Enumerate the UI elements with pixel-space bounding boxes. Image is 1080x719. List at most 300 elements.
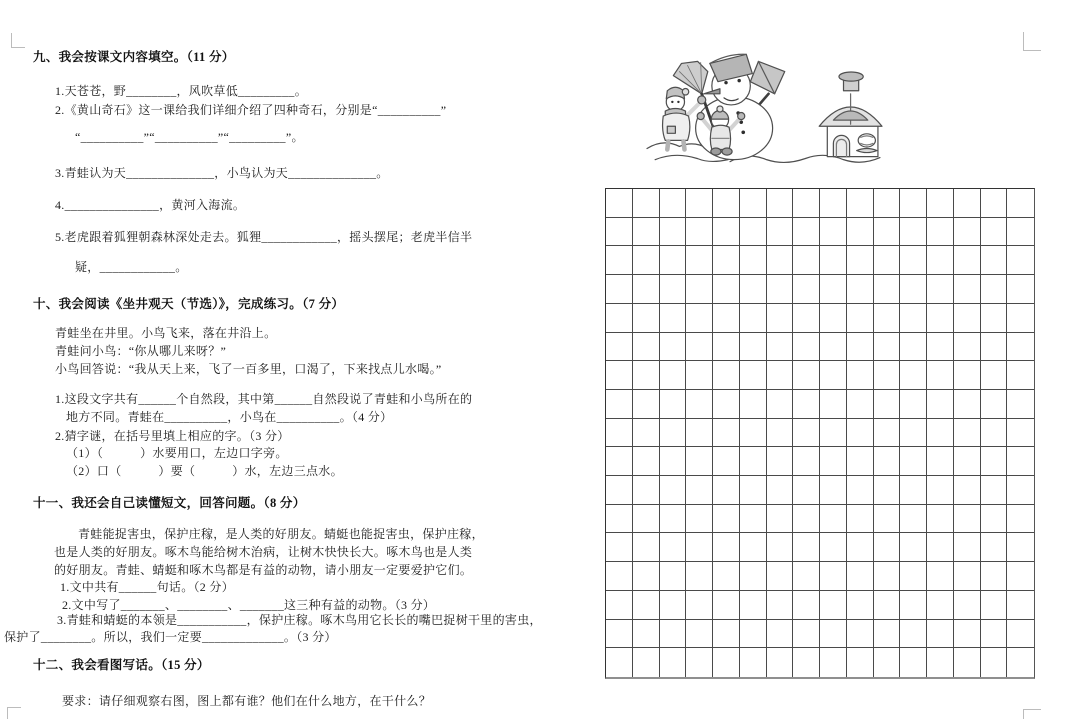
grid-cell — [874, 189, 901, 218]
grid-cell — [874, 591, 901, 620]
grid-cell — [1007, 246, 1034, 275]
text-line: 要求：请仔细观察右图，图上都有谁？他们在什么地方，在干什么？ — [62, 694, 432, 708]
grid-cell — [606, 333, 633, 362]
heading-section-10: 十、我会阅读《坐井观天（节选）》，完成练习。（7 分） — [33, 297, 345, 311]
grid-cell — [633, 476, 660, 505]
grid-cell — [793, 505, 820, 534]
grid-cell — [874, 476, 901, 505]
grid-cell — [606, 620, 633, 649]
grid-cell — [767, 533, 794, 562]
grid-cell — [713, 620, 740, 649]
grid-cell — [793, 275, 820, 304]
grid-cell — [847, 648, 874, 677]
grid-cell — [660, 447, 687, 476]
grid-cell — [874, 505, 901, 534]
grid-cell — [686, 419, 713, 448]
grid-cell — [981, 218, 1008, 247]
grid-cell — [820, 591, 847, 620]
grid-cell — [847, 505, 874, 534]
grid-cell — [686, 591, 713, 620]
grid-cell — [606, 361, 633, 390]
grid-cell — [713, 591, 740, 620]
grid-cell — [713, 218, 740, 247]
grid-cell — [820, 533, 847, 562]
grid-cell — [847, 591, 874, 620]
grid-cell — [660, 562, 687, 591]
grid-cell — [874, 447, 901, 476]
grid-cell — [954, 218, 981, 247]
grid-cell — [900, 275, 927, 304]
grid-cell — [606, 390, 633, 419]
grid-cell — [981, 648, 1008, 677]
grid-cell — [874, 361, 901, 390]
grid-cell — [820, 390, 847, 419]
grid-cell — [793, 562, 820, 591]
grid-cell — [660, 505, 687, 534]
grid-cell — [927, 218, 954, 247]
grid-cell — [660, 275, 687, 304]
grid-cell — [847, 246, 874, 275]
grid-cell — [1007, 447, 1034, 476]
grid-cell — [767, 275, 794, 304]
grid-cell — [713, 333, 740, 362]
text-line: 3.青蛙认为天______________，小鸟认为天______________。 — [55, 166, 389, 180]
grid-cell — [954, 648, 981, 677]
grid-cell — [900, 218, 927, 247]
grid-cell — [606, 648, 633, 677]
grid-cell — [954, 447, 981, 476]
grid-cell — [713, 246, 740, 275]
grid-cell — [1007, 189, 1034, 218]
grid-cell — [820, 562, 847, 591]
grid-cell — [820, 246, 847, 275]
grid-cell — [1007, 505, 1034, 534]
grid-cell — [820, 189, 847, 218]
grid-cell — [847, 447, 874, 476]
grid-cell — [1007, 620, 1034, 649]
grid-cell — [606, 447, 633, 476]
grid-cell — [900, 562, 927, 591]
grid-cell — [793, 333, 820, 362]
grid-cell — [1007, 333, 1034, 362]
text-line: 疑，____________。 — [75, 260, 188, 274]
grid-cell — [847, 476, 874, 505]
grid-cell — [874, 275, 901, 304]
grid-cell — [633, 591, 660, 620]
grid-cell — [740, 275, 767, 304]
grid-cell — [981, 361, 1008, 390]
grid-cell — [686, 361, 713, 390]
grid-cell — [767, 419, 794, 448]
grid-cell — [847, 333, 874, 362]
grid-cell — [686, 648, 713, 677]
grid-cell — [954, 419, 981, 448]
grid-cell — [954, 591, 981, 620]
text-line: 2.《黄山奇石》这一课给我们详细介绍了四种奇石，分别是“__________” — [55, 103, 447, 117]
grid-cell — [740, 390, 767, 419]
grid-cell — [713, 419, 740, 448]
grid-cell — [927, 304, 954, 333]
grid-cell — [713, 390, 740, 419]
grid-cell — [660, 648, 687, 677]
grid-cell — [900, 591, 927, 620]
grid-cell — [820, 505, 847, 534]
grid-cell — [847, 361, 874, 390]
grid-cell — [767, 620, 794, 649]
grid-cell — [820, 218, 847, 247]
grid-cell — [740, 591, 767, 620]
grid-cell — [767, 562, 794, 591]
grid-cell — [660, 476, 687, 505]
grid-cell — [981, 591, 1008, 620]
grid-cell — [793, 648, 820, 677]
grid-cell — [981, 476, 1008, 505]
heading-section-11: 十一、我还会自己读懂短文，回答问题。（8 分） — [33, 496, 306, 510]
grid-cell — [686, 333, 713, 362]
text-line: 保护了________。所以，我们一定要_____________。（3 分） — [4, 630, 337, 644]
grid-cell — [1007, 648, 1034, 677]
grid-cell — [927, 390, 954, 419]
grid-cell — [713, 533, 740, 562]
grid-cell — [740, 361, 767, 390]
house — [819, 72, 882, 157]
text-line: 3.青蛙和蜻蜓的本领是___________，保护庄稼。啄木鸟用它长长的嘴巴捉树干里的害虫， — [57, 613, 542, 627]
grid-cell — [767, 505, 794, 534]
heading-section-12: 十二、我会看图写话。（15 分） — [33, 658, 210, 672]
grid-cell — [820, 447, 847, 476]
grid-cell — [927, 505, 954, 534]
grid-cell — [927, 533, 954, 562]
grid-cell — [1007, 304, 1034, 333]
grid-cell — [874, 648, 901, 677]
grid-cell — [740, 533, 767, 562]
grid-cell — [1007, 591, 1034, 620]
grid-cell — [954, 333, 981, 362]
grid-cell — [767, 390, 794, 419]
grid-cell — [713, 447, 740, 476]
grid-cell — [847, 189, 874, 218]
grid-cell — [981, 447, 1008, 476]
grid-cell — [686, 390, 713, 419]
grid-cell — [1007, 275, 1034, 304]
grid-cell — [927, 591, 954, 620]
text-line: 1.这段文字共有______个自然段，其中第______自然段说了青蛙和小鸟所在的 — [55, 392, 473, 406]
grid-cell — [981, 419, 1008, 448]
grid-cell — [767, 591, 794, 620]
grid-cell — [713, 562, 740, 591]
grid-cell — [767, 648, 794, 677]
grid-cell — [900, 505, 927, 534]
text-line: 小鸟回答说：“我从天上来，飞了一百多里，口渴了，下来找点儿水喝。” — [55, 362, 442, 376]
grid-cell — [606, 189, 633, 218]
grid-cell — [740, 620, 767, 649]
grid-cell — [660, 218, 687, 247]
grid-cell — [740, 304, 767, 333]
grid-cell — [606, 562, 633, 591]
grid-cell — [660, 533, 687, 562]
grid-cell — [793, 304, 820, 333]
grid-cell — [820, 419, 847, 448]
text-line: 青蛙坐在井里。小鸟飞来，落在井沿上。 — [55, 326, 277, 340]
grid-cell — [820, 333, 847, 362]
grid-cell — [793, 390, 820, 419]
grid-cell — [633, 419, 660, 448]
grid-cell — [713, 304, 740, 333]
text-line: 2.猜字谜，在括号里填上相应的字。（3 分） — [55, 429, 290, 443]
grid-cell — [713, 648, 740, 677]
grid-cell — [740, 246, 767, 275]
grid-cell — [900, 189, 927, 218]
grid-cell — [927, 648, 954, 677]
grid-cell — [927, 447, 954, 476]
grid-cell — [767, 189, 794, 218]
grid-cell — [981, 333, 1008, 362]
grid-cell — [1007, 390, 1034, 419]
text-line: 青蛙能捉害虫，保护庄稼，是人类的好朋友。蜻蜓也能捉害虫，保护庄稼， — [78, 527, 484, 541]
crop-mark-top-left-icon — [11, 33, 25, 48]
grid-cell — [633, 361, 660, 390]
grid-cell — [740, 648, 767, 677]
grid-cell — [686, 189, 713, 218]
crop-mark-bottom-left-icon — [7, 707, 21, 719]
grid-cell — [1007, 476, 1034, 505]
grid-cell — [1007, 361, 1034, 390]
grid-cell — [686, 304, 713, 333]
grid-cell — [954, 476, 981, 505]
grid-cell — [767, 447, 794, 476]
grid-cell — [820, 476, 847, 505]
grid-cell — [847, 275, 874, 304]
grid-cell — [793, 361, 820, 390]
grid-cell — [633, 562, 660, 591]
grid-cell — [793, 447, 820, 476]
grid-cell — [1007, 218, 1034, 247]
grid-cell — [686, 476, 713, 505]
grid-cell — [660, 333, 687, 362]
grid-cell — [606, 505, 633, 534]
grid-cell — [820, 361, 847, 390]
grid-cell — [981, 246, 1008, 275]
grid-cell — [660, 304, 687, 333]
grid-cell — [1007, 419, 1034, 448]
text-line: （1）（ ）水要用口，左边口字旁。 — [66, 446, 288, 460]
grid-cell — [686, 505, 713, 534]
grid-cell — [981, 390, 1008, 419]
grid-cell — [954, 189, 981, 218]
grid-cell — [740, 333, 767, 362]
grid-cell — [900, 246, 927, 275]
text-line: “__________”“__________”“_________”。 — [75, 130, 304, 144]
grid-cell — [633, 246, 660, 275]
grid-cell — [633, 333, 660, 362]
text-line: 4._______________，黄河入海流。 — [55, 198, 246, 212]
grid-cell — [954, 620, 981, 649]
grid-cell — [927, 476, 954, 505]
grid-cell — [660, 189, 687, 218]
grid-cell — [900, 648, 927, 677]
grid-cell — [900, 361, 927, 390]
grid-cell — [633, 275, 660, 304]
grid-cell — [900, 447, 927, 476]
grid-cell — [793, 246, 820, 275]
grid-cell — [660, 361, 687, 390]
grid-cell — [954, 505, 981, 534]
grid-cell — [981, 275, 1008, 304]
writing-grid — [605, 188, 1035, 679]
grid-cell — [606, 419, 633, 448]
grid-cell — [633, 505, 660, 534]
grid-cell — [606, 591, 633, 620]
grid-cell — [874, 562, 901, 591]
grid-cell — [767, 361, 794, 390]
grid-cell — [633, 390, 660, 419]
grid-cell — [793, 476, 820, 505]
grid-cell — [713, 275, 740, 304]
grid-cell — [740, 476, 767, 505]
grid-cell — [847, 304, 874, 333]
grid-cell — [981, 620, 1008, 649]
grid-cell — [740, 189, 767, 218]
grid-cell — [981, 505, 1008, 534]
snowman-illustration — [645, 48, 883, 170]
grid-cell — [874, 218, 901, 247]
grid-cell — [981, 533, 1008, 562]
grid-cell — [606, 246, 633, 275]
text-line: 地方不同。青蛙在__________，小鸟在__________。（4 分） — [66, 410, 393, 424]
grid-cell — [900, 533, 927, 562]
grid-cell — [927, 361, 954, 390]
grid-cell — [954, 562, 981, 591]
grid-cell — [900, 476, 927, 505]
grid-cell — [686, 246, 713, 275]
grid-cell — [981, 189, 1008, 218]
grid-cell — [767, 246, 794, 275]
grid-cell — [660, 246, 687, 275]
grid-cell — [927, 620, 954, 649]
grid-cell — [927, 189, 954, 218]
grid-cell — [606, 304, 633, 333]
grid-cell — [954, 275, 981, 304]
grid-cell — [633, 447, 660, 476]
grid-cell — [927, 246, 954, 275]
grid-cell — [713, 476, 740, 505]
grid-cell — [660, 390, 687, 419]
grid-cell — [1007, 562, 1034, 591]
grid-cell — [660, 591, 687, 620]
grid-cell — [927, 275, 954, 304]
grid-cell — [927, 562, 954, 591]
grid-cell — [1007, 533, 1034, 562]
grid-cell — [713, 361, 740, 390]
grid-cell — [633, 648, 660, 677]
grid-cell — [820, 620, 847, 649]
grid-cell — [820, 275, 847, 304]
grid-cell — [793, 419, 820, 448]
grid-cell — [981, 562, 1008, 591]
grid-cell — [874, 390, 901, 419]
grid-cell — [686, 275, 713, 304]
grid-cell — [686, 562, 713, 591]
crop-mark-top-right-icon — [1023, 32, 1041, 51]
grid-cell — [767, 304, 794, 333]
grid-cell — [606, 275, 633, 304]
text-line: 2.文中写了_______、________、_______这三种有益的动物。（3 分） — [62, 598, 436, 612]
grid-cell — [847, 419, 874, 448]
grid-cell — [740, 218, 767, 247]
grid-cell — [740, 419, 767, 448]
grid-cell — [847, 533, 874, 562]
text-line: 的好朋友。青蛙、蜻蜓和啄木鸟都是有益的动物，请小朋友一定要爱护它们。 — [54, 563, 473, 577]
grid-cell — [793, 189, 820, 218]
grid-cell — [740, 447, 767, 476]
grid-cell — [900, 304, 927, 333]
text-line: 1.天苍苍，野________，风吹草低_________。 — [55, 84, 308, 98]
grid-cell — [767, 333, 794, 362]
grid-cell — [847, 562, 874, 591]
grid-cell — [954, 533, 981, 562]
grid-cell — [740, 505, 767, 534]
grid-cell — [767, 218, 794, 247]
grid-cell — [954, 304, 981, 333]
text-line: 1.文中共有______句话。（2 分） — [60, 580, 235, 594]
grid-cell — [793, 218, 820, 247]
grid-cell — [660, 419, 687, 448]
grid-cell — [740, 562, 767, 591]
grid-cell — [900, 390, 927, 419]
grid-cell — [606, 533, 633, 562]
grid-cell — [793, 620, 820, 649]
grid-cell — [820, 648, 847, 677]
text-line: 青蛙问小鸟：“你从哪儿来呀？” — [55, 344, 227, 358]
grid-cell — [713, 505, 740, 534]
grid-cell — [633, 218, 660, 247]
grid-cell — [874, 246, 901, 275]
grid-cell — [606, 476, 633, 505]
grid-cell — [633, 620, 660, 649]
grid-cell — [874, 533, 901, 562]
grid-cell — [686, 620, 713, 649]
grid-cell — [874, 620, 901, 649]
text-line: 也是人类的好朋友。啄木鸟能给树木治病，让树木快快长大。啄木鸟也是人类 — [54, 545, 473, 559]
grid-cell — [793, 591, 820, 620]
grid-cell — [686, 533, 713, 562]
text-line: 5.老虎跟着狐狸朝森林深处走去。狐狸____________，摇头摆尾；老虎半信半 — [55, 230, 473, 244]
grid-cell — [874, 333, 901, 362]
grid-cell — [900, 419, 927, 448]
grid-cell — [900, 620, 927, 649]
grid-cell — [767, 476, 794, 505]
grid-cell — [686, 447, 713, 476]
grid-cell — [606, 218, 633, 247]
grid-cell — [793, 533, 820, 562]
grid-cell — [874, 304, 901, 333]
grid-cell — [874, 419, 901, 448]
grid-cell — [927, 419, 954, 448]
grid-cell — [820, 304, 847, 333]
grid-cell — [633, 304, 660, 333]
grid-cell — [847, 390, 874, 419]
grid-cell — [927, 333, 954, 362]
crop-mark-bottom-right-icon — [1023, 709, 1041, 719]
grid-cell — [900, 333, 927, 362]
grid-cell — [954, 361, 981, 390]
grid-cell — [954, 390, 981, 419]
grid-cell — [633, 189, 660, 218]
grid-cell — [847, 218, 874, 247]
grid-cell — [633, 533, 660, 562]
grid-cell — [954, 246, 981, 275]
grid-cell — [981, 304, 1008, 333]
